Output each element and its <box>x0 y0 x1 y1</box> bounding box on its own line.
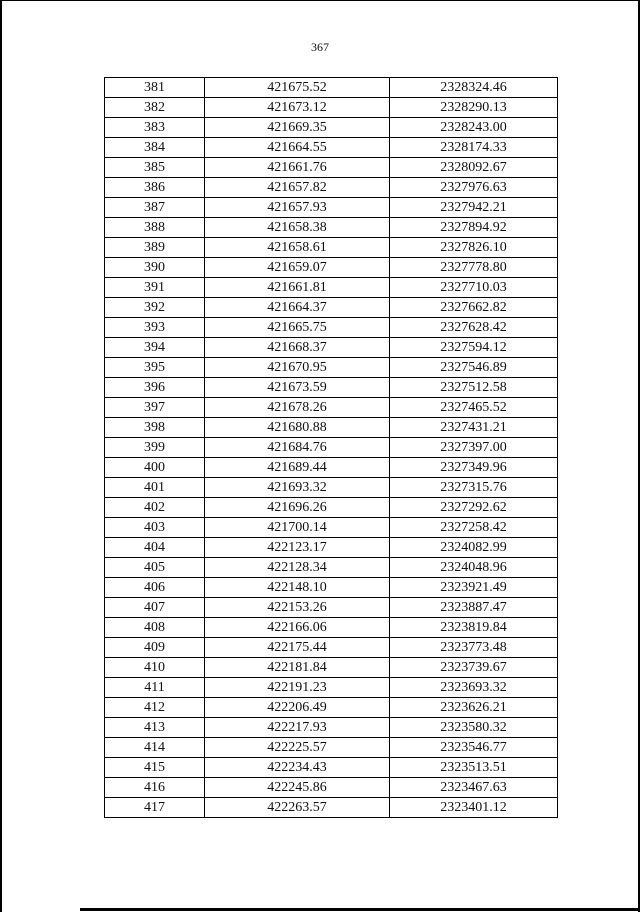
table-row <box>105 338 558 358</box>
y-coordinate-cell: 2327465.52 <box>390 398 558 418</box>
point-id-cell: 415 <box>105 758 205 778</box>
point-id-cell: 401 <box>105 478 205 498</box>
y-coordinate-cell: 2327662.82 <box>390 298 558 318</box>
table-row <box>105 558 558 578</box>
y-coordinate-cell: 2327512.58 <box>390 378 558 398</box>
point-id-cell: 391 <box>105 278 205 298</box>
y-coordinate-cell: 2323401.12 <box>390 798 558 818</box>
y-coordinate-cell: 2328324.46 <box>390 78 558 98</box>
x-coordinate-cell: 422225.57 <box>205 738 390 758</box>
table-row <box>105 98 558 118</box>
x-coordinate-cell: 422191.23 <box>205 678 390 698</box>
point-id-cell: 383 <box>105 118 205 138</box>
table-row <box>105 478 558 498</box>
table-row <box>105 698 558 718</box>
table-row <box>105 418 558 438</box>
point-id-cell: 405 <box>105 558 205 578</box>
y-coordinate-cell: 2323626.21 <box>390 698 558 718</box>
y-coordinate-cell: 2328243.00 <box>390 118 558 138</box>
y-coordinate-cell: 2323580.32 <box>390 718 558 738</box>
bottom-rule <box>80 908 640 911</box>
point-id-cell: 390 <box>105 258 205 278</box>
table-row <box>105 238 558 258</box>
x-coordinate-cell: 421689.44 <box>205 458 390 478</box>
x-coordinate-cell: 422181.84 <box>205 658 390 678</box>
table-row <box>105 178 558 198</box>
x-coordinate-cell: 422217.93 <box>205 718 390 738</box>
x-coordinate-cell: 421657.93 <box>205 198 390 218</box>
table-row <box>105 158 558 178</box>
x-coordinate-cell: 421661.76 <box>205 158 390 178</box>
table-row <box>105 278 558 298</box>
point-id-cell: 413 <box>105 718 205 738</box>
x-coordinate-cell: 422245.86 <box>205 778 390 798</box>
y-coordinate-cell: 2327778.80 <box>390 258 558 278</box>
y-coordinate-cell: 2323887.47 <box>390 598 558 618</box>
x-coordinate-cell: 421673.12 <box>205 98 390 118</box>
x-coordinate-cell: 421658.61 <box>205 238 390 258</box>
x-coordinate-cell: 421670.95 <box>205 358 390 378</box>
table-row <box>105 398 558 418</box>
point-id-cell: 402 <box>105 498 205 518</box>
table-row <box>105 318 558 338</box>
point-id-cell: 395 <box>105 358 205 378</box>
point-id-cell: 406 <box>105 578 205 598</box>
coordinates-table <box>104 77 558 818</box>
point-id-cell: 381 <box>105 78 205 98</box>
point-id-cell: 397 <box>105 398 205 418</box>
x-coordinate-cell: 421661.81 <box>205 278 390 298</box>
point-id-cell: 403 <box>105 518 205 538</box>
x-coordinate-cell: 421657.82 <box>205 178 390 198</box>
x-coordinate-cell: 422153.26 <box>205 598 390 618</box>
x-coordinate-cell: 422263.57 <box>205 798 390 818</box>
y-coordinate-cell: 2327894.92 <box>390 218 558 238</box>
y-coordinate-cell: 2328092.67 <box>390 158 558 178</box>
y-coordinate-cell: 2327826.10 <box>390 238 558 258</box>
point-id-cell: 385 <box>105 158 205 178</box>
table-row <box>105 358 558 378</box>
x-coordinate-cell: 421668.37 <box>205 338 390 358</box>
y-coordinate-cell: 2327315.76 <box>390 478 558 498</box>
point-id-cell: 388 <box>105 218 205 238</box>
x-coordinate-cell: 422234.43 <box>205 758 390 778</box>
point-id-cell: 382 <box>105 98 205 118</box>
table-row <box>105 378 558 398</box>
x-coordinate-cell: 421664.55 <box>205 138 390 158</box>
y-coordinate-cell: 2328174.33 <box>390 138 558 158</box>
point-id-cell: 396 <box>105 378 205 398</box>
x-coordinate-cell: 421665.75 <box>205 318 390 338</box>
x-coordinate-cell: 421669.35 <box>205 118 390 138</box>
coordinates-table-body <box>105 78 558 818</box>
table-row <box>105 798 558 818</box>
y-coordinate-cell: 2323513.51 <box>390 758 558 778</box>
y-coordinate-cell: 2327546.89 <box>390 358 558 378</box>
x-coordinate-cell: 421678.26 <box>205 398 390 418</box>
x-coordinate-cell: 422128.34 <box>205 558 390 578</box>
table-row <box>105 678 558 698</box>
x-coordinate-cell: 421664.37 <box>205 298 390 318</box>
point-id-cell: 417 <box>105 798 205 818</box>
y-coordinate-cell: 2327942.21 <box>390 198 558 218</box>
y-coordinate-cell: 2323467.63 <box>390 778 558 798</box>
y-coordinate-cell: 2328290.13 <box>390 98 558 118</box>
point-id-cell: 398 <box>105 418 205 438</box>
point-id-cell: 412 <box>105 698 205 718</box>
point-id-cell: 404 <box>105 538 205 558</box>
point-id-cell: 392 <box>105 298 205 318</box>
y-coordinate-cell: 2327431.21 <box>390 418 558 438</box>
table-row <box>105 658 558 678</box>
page-number: 367 <box>311 40 329 54</box>
point-id-cell: 393 <box>105 318 205 338</box>
y-coordinate-cell: 2327628.42 <box>390 318 558 338</box>
y-coordinate-cell: 2323921.49 <box>390 578 558 598</box>
table-row <box>105 438 558 458</box>
y-coordinate-cell: 2327258.42 <box>390 518 558 538</box>
y-coordinate-cell: 2327976.63 <box>390 178 558 198</box>
table-row <box>105 498 558 518</box>
point-id-cell: 386 <box>105 178 205 198</box>
x-coordinate-cell: 421680.88 <box>205 418 390 438</box>
table-row <box>105 518 558 538</box>
y-coordinate-cell: 2327292.62 <box>390 498 558 518</box>
y-coordinate-cell: 2327594.12 <box>390 338 558 358</box>
y-coordinate-cell: 2324048.96 <box>390 558 558 578</box>
x-coordinate-cell: 421700.14 <box>205 518 390 538</box>
table-row <box>105 738 558 758</box>
x-coordinate-cell: 422166.06 <box>205 618 390 638</box>
x-coordinate-cell: 421675.52 <box>205 78 390 98</box>
point-id-cell: 411 <box>105 678 205 698</box>
y-coordinate-cell: 2327397.00 <box>390 438 558 458</box>
table-row <box>105 778 558 798</box>
x-coordinate-cell: 421673.59 <box>205 378 390 398</box>
table-row <box>105 218 558 238</box>
y-coordinate-cell: 2323739.67 <box>390 658 558 678</box>
table-row <box>105 578 558 598</box>
y-coordinate-cell: 2324082.99 <box>390 538 558 558</box>
x-coordinate-cell: 421659.07 <box>205 258 390 278</box>
point-id-cell: 410 <box>105 658 205 678</box>
table-row <box>105 458 558 478</box>
table-row <box>105 198 558 218</box>
point-id-cell: 409 <box>105 638 205 658</box>
point-id-cell: 407 <box>105 598 205 618</box>
table-row <box>105 718 558 738</box>
x-coordinate-cell: 421693.32 <box>205 478 390 498</box>
point-id-cell: 400 <box>105 458 205 478</box>
y-coordinate-cell: 2323773.48 <box>390 638 558 658</box>
point-id-cell: 384 <box>105 138 205 158</box>
table-row <box>105 538 558 558</box>
point-id-cell: 394 <box>105 338 205 358</box>
point-id-cell: 389 <box>105 238 205 258</box>
point-id-cell: 414 <box>105 738 205 758</box>
y-coordinate-cell: 2327710.03 <box>390 278 558 298</box>
table-row <box>105 138 558 158</box>
x-coordinate-cell: 421658.38 <box>205 218 390 238</box>
x-coordinate-cell: 421684.76 <box>205 438 390 458</box>
table-row <box>105 118 558 138</box>
x-coordinate-cell: 421696.26 <box>205 498 390 518</box>
x-coordinate-cell: 422175.44 <box>205 638 390 658</box>
table-row <box>105 758 558 778</box>
y-coordinate-cell: 2327349.96 <box>390 458 558 478</box>
x-coordinate-cell: 422206.49 <box>205 698 390 718</box>
y-coordinate-cell: 2323546.77 <box>390 738 558 758</box>
table-row <box>105 258 558 278</box>
point-id-cell: 387 <box>105 198 205 218</box>
table-row <box>105 618 558 638</box>
point-id-cell: 399 <box>105 438 205 458</box>
table-row <box>105 78 558 98</box>
table-row <box>105 298 558 318</box>
table-row <box>105 638 558 658</box>
point-id-cell: 416 <box>105 778 205 798</box>
y-coordinate-cell: 2323819.84 <box>390 618 558 638</box>
table-row <box>105 598 558 618</box>
y-coordinate-cell: 2323693.32 <box>390 678 558 698</box>
x-coordinate-cell: 422123.17 <box>205 538 390 558</box>
point-id-cell: 408 <box>105 618 205 638</box>
x-coordinate-cell: 422148.10 <box>205 578 390 598</box>
